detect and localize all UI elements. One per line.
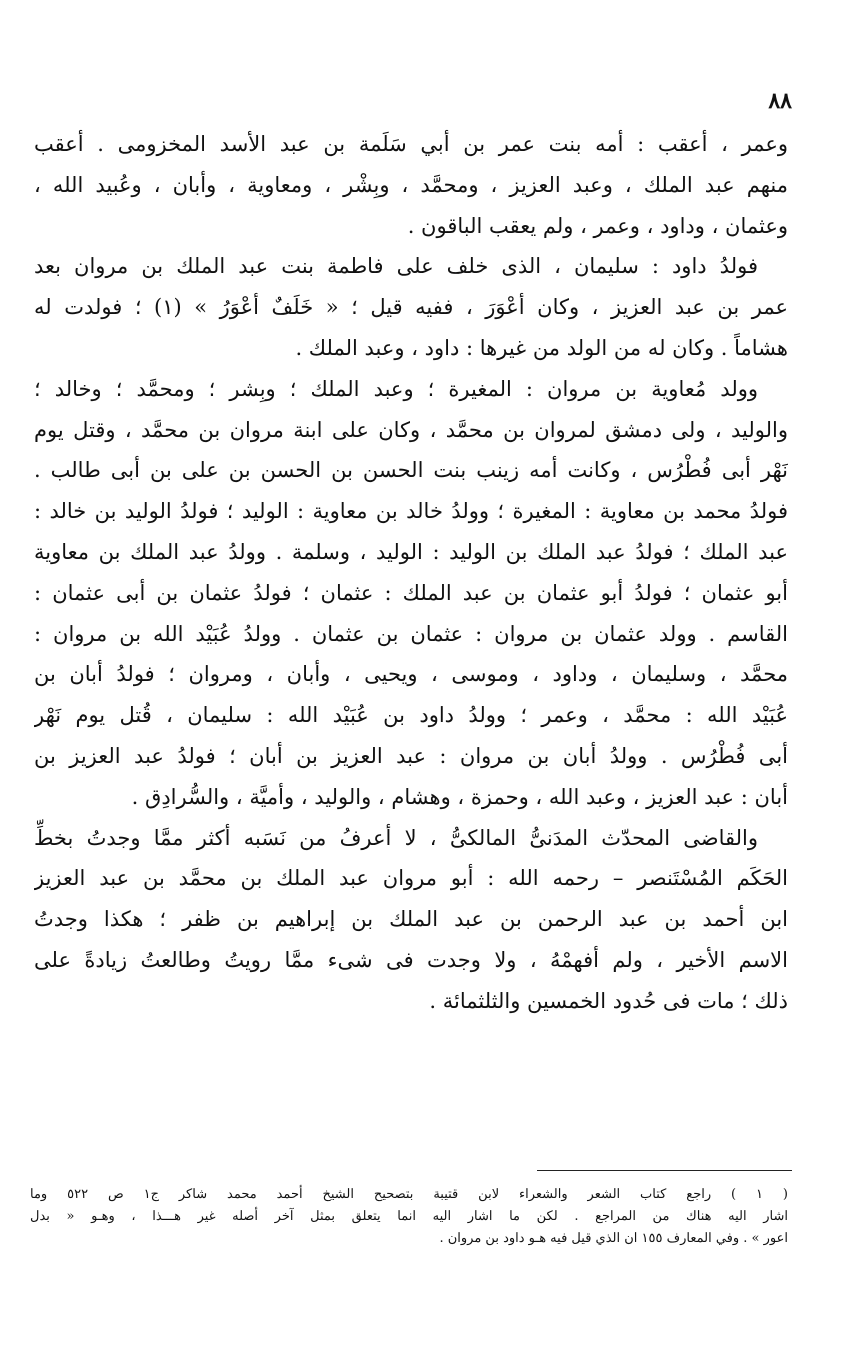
text-line: فولدُ محمد بن معاوية : المغيرة ؛ وولدُ خالد بن معاوية : الوليد ؛ فولدُ الوليد بن خالد :	[34, 499, 788, 524]
text-line: والوليد ، ولى دمشق لمروان بن محمَّد ، وكان على ابنة مروان بن محمَّد ، وقتل يوم	[34, 417, 788, 442]
text-line: أبو عثمان ؛ فولدُ أبو عثمان بن عبد الملك : عثمان ؛ فولدُ عثمان بن أبى عثمان :	[34, 580, 788, 605]
text-line: وعثمان ، وداود ، وعمر ، ولم يعقب الباقون .	[407, 213, 788, 238]
text-line: وولد مُعاوية بن مروان : المغيرة ؛ وعبد الملك ؛ وبِشر ؛ ومحمَّد ؛ وخالد ؛	[34, 376, 758, 401]
text-line: منهم عبد الملك ، وعبد العزيز ، ومحمَّد ، وبِشْر ، ومعاوية ، وأبان ، وعُبيد الله ،	[34, 172, 788, 197]
page-number: ٨٨	[768, 88, 792, 114]
footnote	[30, 1184, 788, 1250]
text-line: هشاماً . وكان له من الولد من غيرها : داود ، وعبد الملك .	[295, 335, 788, 360]
text-line: ذلك ؛ مات فى حُدود الخمسين والثلثمائة .	[429, 988, 788, 1013]
footnote-line: ( ١ ) راجع كتاب الشعر والشعراء لابن قتيبة بتصحيح الشيخ أحمد محمد شاكر ج١ ص ٥٢٢ وما	[30, 1187, 788, 1202]
text-line: محمَّد ، وسليمان ، وداود ، وموسى ، ويحيى ، وأبان ، ومروان ؛ فولدُ أبان بن	[34, 662, 788, 687]
text-line: القاسم . وولد عثمان بن مروان : عثمان بن عثمان . وولدُ عُبَيْد الله بن مروان :	[34, 621, 788, 646]
text-line: عبد الملك ؛ فولدُ عبد الملك بن الوليد : الوليد ، وسلمة . وولدُ عبد الملك بن معاوية	[34, 539, 788, 564]
text-line: عمر بن عبد العزيز ، وكان أعْوَرَ ، ففيه قيل ؛ « خَلَفٌ أعْوَرُ » (١) ؛ فولدت له	[34, 295, 788, 320]
text-line: والقاضى المحدّث المدَنىُّ المالكىُّ ، لا أعرفُ من نَسَبه أكثر ممَّا وجدتُ بخطِّ	[34, 825, 758, 850]
text-line: الاسم الأخير ، ولم أفهمْهُ ، ولا وجدت فى شىء ممَّا رويتُ وطالعتُ زيادةً على	[34, 947, 788, 972]
body-text	[34, 124, 788, 1022]
footnote-divider	[537, 1170, 792, 1171]
text-line: نَهْر أبى فُطْرُس ، وكانت أمه زينب بنت الحسن بن الحسن بن على بن أبى طالب .	[34, 458, 788, 483]
footnote-line: اعور » . وفي المعارف ١٥٥ ان الذي قيل فيه هـو داود بن مروان .	[439, 1231, 788, 1246]
footnote-line: اشار اليه هناك من المراجع . لكن ما اشار اليه انما يتعلق بمثل آخر أصله غير هـــذا ، وهـو « بدل	[30, 1209, 788, 1224]
text-line: عُبَيْد الله : محمَّد ، وعمر ؛ وولدُ داود بن عُبَيْد الله : سليمان ، قُتل يوم نَهْر	[34, 703, 788, 728]
text-line: فولدُ داود : سليمان ، الذى خلف على فاطمة بنت عبد الملك بن مروان بعد	[34, 254, 758, 279]
text-line: ابن أحمد بن عبد الرحمن بن عبد الملك بن إبراهيم بن ظفر ؛ هكذا وجدتُ	[34, 907, 788, 932]
text-line: الحَكَم المُسْتَنصر – رحمه الله : أبو مروان عبد الملك بن محمَّد بن عبد العزيز	[34, 866, 788, 891]
text-line: وعمر ، أعقب : أمه بنت عمر بن أبي سَلَمة بن عبد الأسد المخزومى . أعقب	[34, 132, 788, 156]
text-line: أبى فُطْرُس . وولدُ أبان بن مروان : عبد العزيز بن أبان ؛ فولدُ عبد العزيز بن	[34, 743, 788, 768]
text-line: أبان : عبد العزيز ، وعبد الله ، وحمزة ، وهشام ، والوليد ، وأميَّة ، والسُّرادِق .	[131, 784, 788, 809]
